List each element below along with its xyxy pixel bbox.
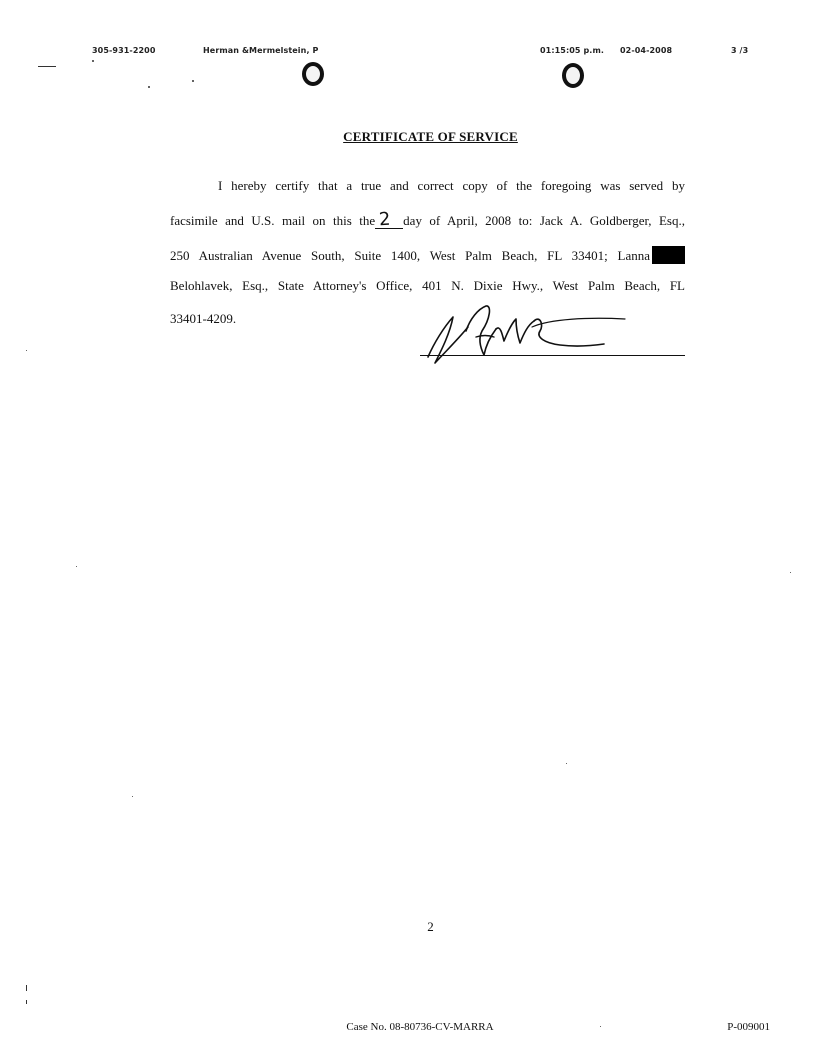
body-line-2 <box>170 208 685 231</box>
signature-line <box>420 355 685 356</box>
body-line-1: I hereby certify that a true and correct copy of the foregoing was served by <box>218 178 685 193</box>
punch-hole-left-icon <box>302 62 324 86</box>
document-title: CERTIFICATE OF SERVICE <box>343 129 518 144</box>
fax-page: 3 /3 <box>731 46 749 55</box>
page-number: 2 <box>427 919 434 934</box>
day-blank <box>375 208 403 231</box>
body-line-5: 33401-4209. <box>170 311 237 326</box>
body-line-2-start: facsimile and U.S. mail on this the <box>170 213 376 228</box>
handwritten-day: 2 <box>378 208 392 231</box>
fax-phone: 305-931-2200 <box>92 46 156 55</box>
body-line-3-text: 250 Australian Avenue South, Suite 1400, West Palm Beach, FL 33401; Lanna <box>170 248 650 263</box>
fax-time: 01:15:05 p.m. <box>540 46 605 55</box>
case-number: Case No. 08-80736-CV-MARRA <box>346 1021 494 1033</box>
redaction-box <box>652 246 685 264</box>
body-line-2-end: day of April, 2008 to: Jack A. Goldberger, Esq., <box>403 213 685 228</box>
fax-sender: Herman &Mermelstein, P <box>203 46 319 55</box>
body-line-4: Belohlavek, Esq., State Attorney's Office, 401 N. Dixie Hwy., West Palm Beach, FL <box>170 278 685 293</box>
punch-hole-right-icon <box>562 63 584 88</box>
fax-date: 02-04-2008 <box>620 46 673 55</box>
signature-icon <box>420 297 635 372</box>
body-line-3 <box>170 246 685 264</box>
bates-number: P-009001 <box>727 1021 770 1033</box>
